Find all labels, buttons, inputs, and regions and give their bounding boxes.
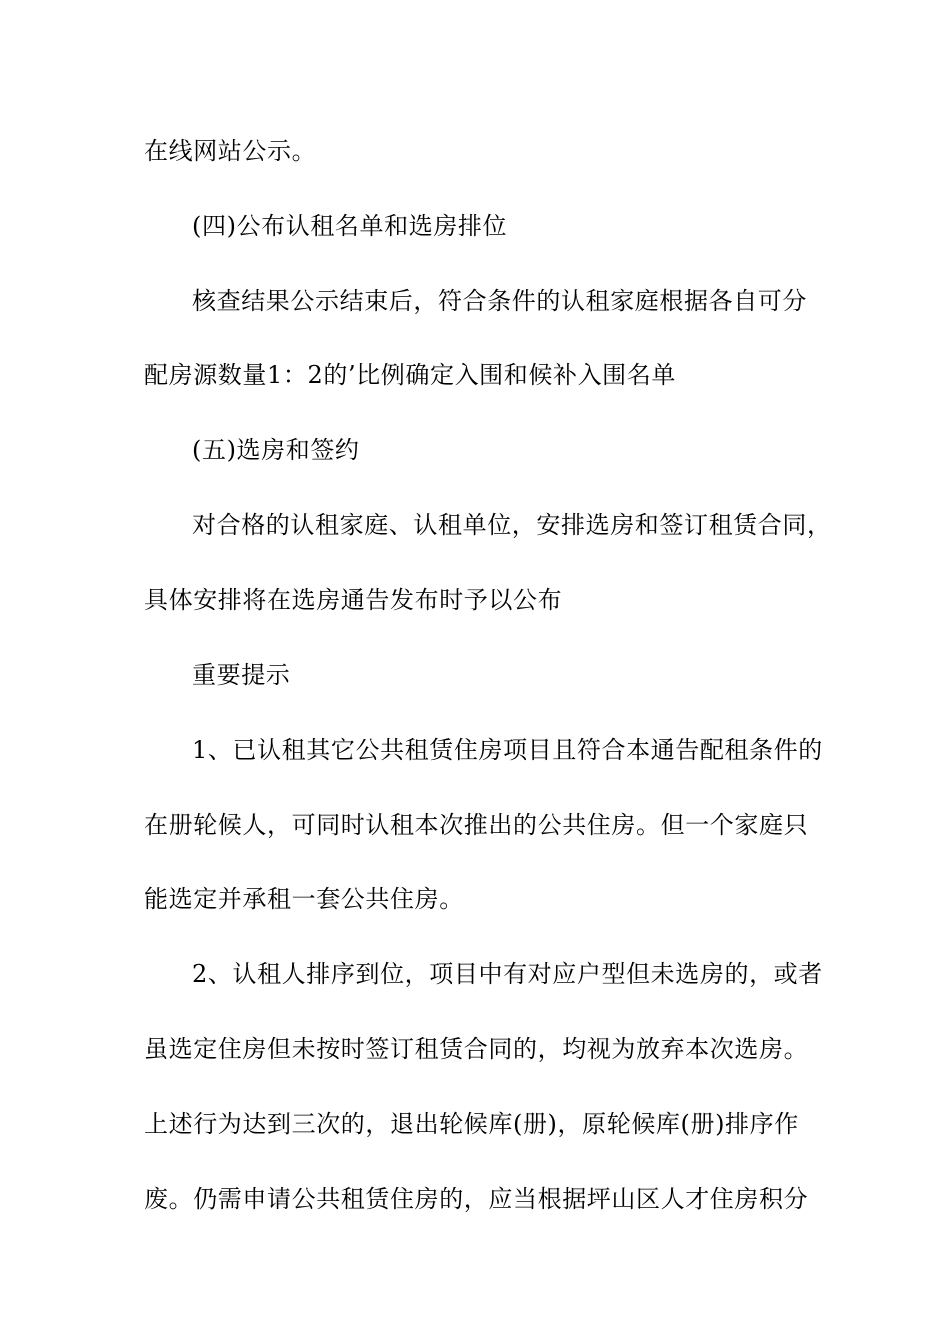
important-notice-heading: 重要提示 — [192, 661, 291, 689]
section-heading-5: (五)选房和签约 — [192, 436, 360, 464]
paragraph-line: 核查结果公示结束后，符合条件的认租家庭根据各自可分 — [192, 287, 807, 315]
section-heading-4: (四)公布认租名单和选房排位 — [192, 212, 508, 240]
paragraph-line: 2、认租人排序到位，项目中有对应户型但未选房的，或者 — [192, 960, 823, 988]
paragraph-line: 虽选定住房但未按时签订租赁合同的，均视为放弃本次选房。 — [144, 1035, 809, 1063]
paragraph-line: 在线网站公示。 — [144, 137, 317, 165]
paragraph-line: 废。仍需申请公共租赁住房的，应当根据坪山区人才住房积分 — [144, 1185, 809, 1213]
paragraph-line: 配房源数量1：2的’比例确定入围和候补入围名单 — [144, 361, 676, 389]
paragraph-line: 具体安排将在选房通告发布时予以公布 — [144, 586, 563, 614]
paragraph-line: 能选定并承租一套公共住房。 — [144, 885, 464, 913]
paragraph-line: 1、已认租其它公共租赁住房项目且符合本通告配租条件的 — [192, 736, 823, 764]
paragraph-line: 对合格的认租家庭、认租单位，安排选房和签订租赁合同， — [192, 511, 832, 539]
paragraph-line: 上述行为达到三次的，退出轮候库(册)，原轮候库(册)排序作 — [144, 1110, 799, 1138]
paragraph-line: 在册轮候人，可同时认租本次推出的公共住房。但一个家庭只 — [144, 811, 809, 839]
